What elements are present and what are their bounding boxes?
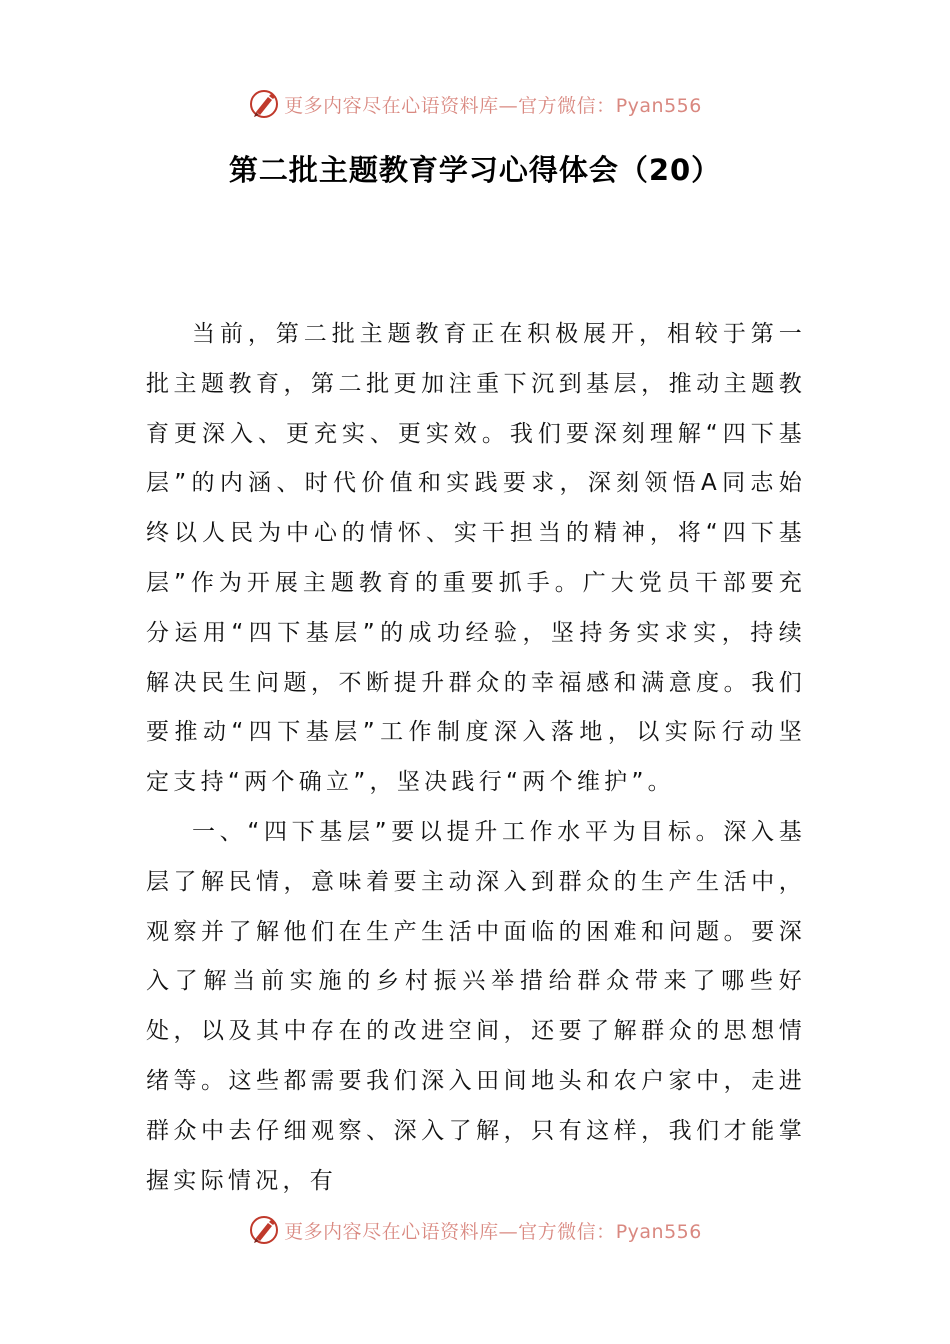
header-banner bbox=[0, 84, 950, 124]
banner-separator: — bbox=[498, 1220, 519, 1243]
banner-text bbox=[284, 1217, 702, 1244]
document-body bbox=[146, 310, 806, 1206]
paragraph-intro: 当前，第二批主题教育正在积极展开，相较于第一批主题教育，第二批更加注重下沉到基层，推动主题教育更深入、更充实、更实效。我们要深刻理解“四下基层”的内涵、时代价值和实践要求，深刻领悟A同志始终以人民为中心的情怀、实干担当的精神，将“四下基层”作为开展主题教育的重要抓手。广大党员干部要充分运用“四下基层”的成功经验，坚持务实求实，持续解决民生问题，不断提升群众的幸福感和满意度。我们要推动“四下基层”工作制度深入落地，以实际行动坚定支持“两个确立”，坚决践行“两个维护”。 bbox=[146, 321, 806, 796]
paragraph-section-one: 一、“四下基层”要以提升工作水平为目标。深入基层了解民情，意味着要主动深入到群众的生产生活中，观察并了解他们在生产生活中面临的困难和问题。要深入了解当前实施的乡村振兴举措给群众带来了哪些好处，以及其中存在的改进空间，还要了解群众的思想情绪等。这些都需要我们深入田间地头和农户家中，走进群众中去仔细观察、深入了解，只有这样，我们才能掌握实际情况，有 bbox=[146, 818, 806, 1194]
pen-logo-icon bbox=[248, 1214, 280, 1246]
banner-site-name: 更多内容尽在心语资料库 bbox=[284, 1220, 499, 1243]
footer-banner bbox=[0, 1210, 950, 1250]
banner-text bbox=[284, 91, 702, 118]
pen-logo-icon bbox=[248, 88, 280, 120]
banner-site-name: 更多内容尽在心语资料库 bbox=[284, 94, 499, 117]
banner-wechat-label: 官方微信： bbox=[518, 1220, 616, 1243]
banner-wechat-id: Pyan556 bbox=[615, 94, 702, 117]
banner-separator: — bbox=[498, 94, 519, 117]
document-title: 第二批主题教育学习心得体会（20） bbox=[228, 153, 722, 187]
banner-wechat-label: 官方微信： bbox=[518, 94, 616, 117]
banner-wechat-id: Pyan556 bbox=[615, 1220, 702, 1243]
